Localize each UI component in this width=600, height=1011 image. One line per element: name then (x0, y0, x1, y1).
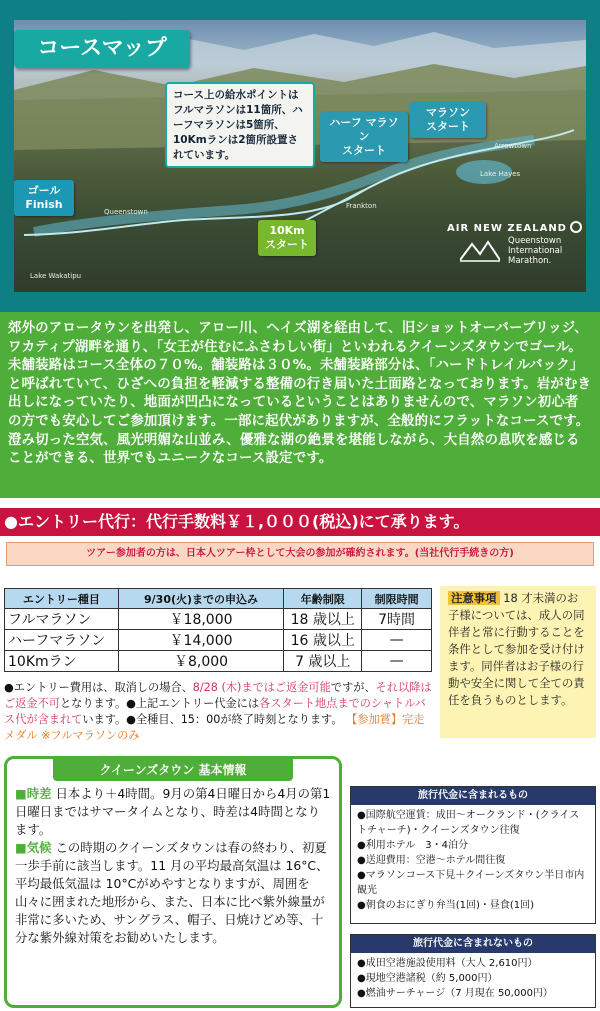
list-item: ●現地空港諸税（約 5,000円） (357, 973, 498, 984)
event-name: Queenstown International Marathon. (508, 236, 563, 266)
list-item: ●国際航空運賃：成田〜オークランド・(クライストチャーチ)・クイーンズタウン往復 (357, 810, 580, 836)
event-name-cell: フルマラソン (5, 609, 119, 630)
place-queenstown: Queenstown (104, 208, 148, 216)
queenstown-info-box (4, 756, 342, 1008)
caution-label: 注意事項 (448, 591, 500, 605)
climate-key: ■気候 (15, 840, 52, 855)
age-cell: 16 歳以上 (284, 630, 362, 651)
price-cell: ￥18,000 (118, 609, 284, 630)
course-description: 郊外のアロータウンを出発し、アロー川、ヘイズ湖を経由して、旧ショットオーバーブリッジ、ワカティプ湖畔を通り、「女王が住むにふさわしい街」といわれるクイーンズタウンでゴール。未舗装路はコース全体の７０%。舗装路は３０%。未舗装路部分は、「ハードトレイルバック」と呼ばれていて、ひざへの負担を軽減する整備の行き届いた土面路となっております。岩がむき出しになっていたり、地面が凹凸になっているということはありませんので、マラソン初心者の方でも安心してご参加頂けます。一部に起伏がありますが、全般的にフラットなコースです。澄み切った空気、風光明媚な山並み、優雅な湖の絶景を堪能しながら、大自然の息吹を感じることができる、世界でもユニークなコース設定です。 (0, 312, 600, 498)
shuttle-included-text: 各スタート地点までのシャトルバス代が含まれて (4, 697, 426, 726)
course-map-section (0, 0, 600, 312)
time-limit-cell: — (362, 651, 432, 672)
list-item: ●送迎費用：空港〜ホテル間往復 (357, 855, 506, 866)
tour-entry-note: ツアー参加者の方は、日本人ツアー枠として大会の参加が確約されます。(当社代行手続きの方) (6, 542, 594, 566)
refund-deadline-text: 8/28 (木)まではご返金可能 (192, 681, 331, 694)
header-price: 9/30(火)までの申込み (118, 589, 284, 609)
price-cell: ￥8,000 (118, 651, 284, 672)
place-lake-wakatipu: Lake Wakatipu (30, 272, 82, 280)
water-station-callout: コース上の給水ポイントはフルマラソンは11箇所、ハーフマラソンは5箇所、10Kmランは2箇所設置されています。 (165, 82, 315, 168)
place-frankton: Frankton (346, 202, 377, 210)
list-item: ●成田空港施設使用料（大人 2,610円） (357, 958, 538, 969)
table-row (5, 609, 432, 630)
table-row (5, 630, 432, 651)
finisher-medal-text: 【参加賞】完走メダル ※フルマラソンのみ (4, 713, 425, 742)
list-item: ●マラソンコース下見＋クイーンズタウン半日市内観光 (357, 870, 585, 896)
table-header-row (5, 589, 432, 609)
place-lake-hayes: Lake Hayes (480, 170, 521, 178)
header-age: 年齢制限 (284, 589, 362, 609)
header-event: エントリー種目 (5, 589, 119, 609)
half-marathon-start-tag: ハーフ マラソン スタート (320, 112, 408, 162)
ten-km-start-tag: 10Km スタート (258, 220, 316, 256)
time-limit-cell: 7時間 (362, 609, 432, 630)
climate-text: この時期のクイーンズタウンは春の終わり、初夏一歩手前に該当します。11 月の平均最高気温は 16°C、平均最低気温は 10°Cがめやすとなりますが、周囲を山々に囲まれた地形から、また、日本に比べ紫外線量が非常に多いため、サングラス、帽子、日焼けどめ等、十分な紫外線対策をお勧めいたします。 (15, 840, 329, 945)
fee-note-part: います。●全種目、15：00が終了時刻となります。 (82, 713, 343, 726)
place-arrowtown: Arrowtown (494, 142, 532, 150)
header-time-limit: 制限時間 (362, 589, 432, 609)
time-limit-cell: — (362, 630, 432, 651)
time-difference-key: ■時差 (15, 786, 52, 801)
fee-note-part: ●エントリー費用は、取消しの場合、 (4, 681, 193, 694)
caution-box (440, 586, 596, 738)
included-box (350, 786, 596, 924)
koru-icon (570, 221, 582, 233)
list-item: ●燃油サーチャージ（7 月現在 50,000円） (357, 988, 553, 999)
no-refund-text: それ以降はご返金不可 (4, 681, 432, 710)
goal-tag: ゴール Finish (14, 180, 74, 216)
fee-note-part: ですが、 (330, 681, 376, 694)
event-name-cell: 10Kmラン (5, 651, 119, 672)
price-cell: ￥14,000 (118, 630, 284, 651)
age-cell: 7 歳以上 (284, 651, 362, 672)
excluded-list (351, 953, 595, 1004)
included-heading: 旅行代金に含まれるもの (351, 787, 595, 805)
included-list (351, 805, 595, 916)
map-title: コースマップ (14, 30, 190, 68)
age-cell: 18 歳以上 (284, 609, 362, 630)
airline-logo (447, 216, 582, 235)
queenstown-info-heading: クイーンズタウン 基本情報 (53, 759, 293, 781)
fee-note (4, 680, 434, 744)
excluded-box (350, 934, 596, 1008)
list-item: ●朝食のおにぎり弁当(1回)・昼食(1回) (357, 900, 535, 911)
airline-name: AIR NEW ZEALAND (447, 223, 567, 234)
event-name-cell: ハーフマラソン (5, 630, 119, 651)
queenstown-info-body (15, 781, 331, 947)
excluded-heading: 旅行代金に含まれないもの (351, 935, 595, 953)
list-item: ●利用ホテル 3・4泊分 (357, 840, 468, 851)
time-difference-text: 日本より＋4時間。9月の第4日曜日から4月の第1日曜日まではサマータイムとなり、時差は4時間となります。 (15, 786, 331, 837)
fee-note-part: となります。●上記エントリー代金には (59, 697, 260, 710)
mountain-logo-icon (460, 238, 500, 262)
table-row (5, 651, 432, 672)
marathon-start-tag: マラソン スタート (410, 102, 486, 138)
entry-banner: ●エントリー代行：代行手数料￥１,０００(税込)にて承ります。 (0, 508, 600, 536)
entry-fee-table (4, 588, 432, 672)
caution-text: 18 才未満のお子様については、成人の同伴者と常に行動することを条件として参加を受け付けます。同伴者はお子様の行動や安全に関して全ての責任を負うものとします。 (448, 591, 585, 707)
